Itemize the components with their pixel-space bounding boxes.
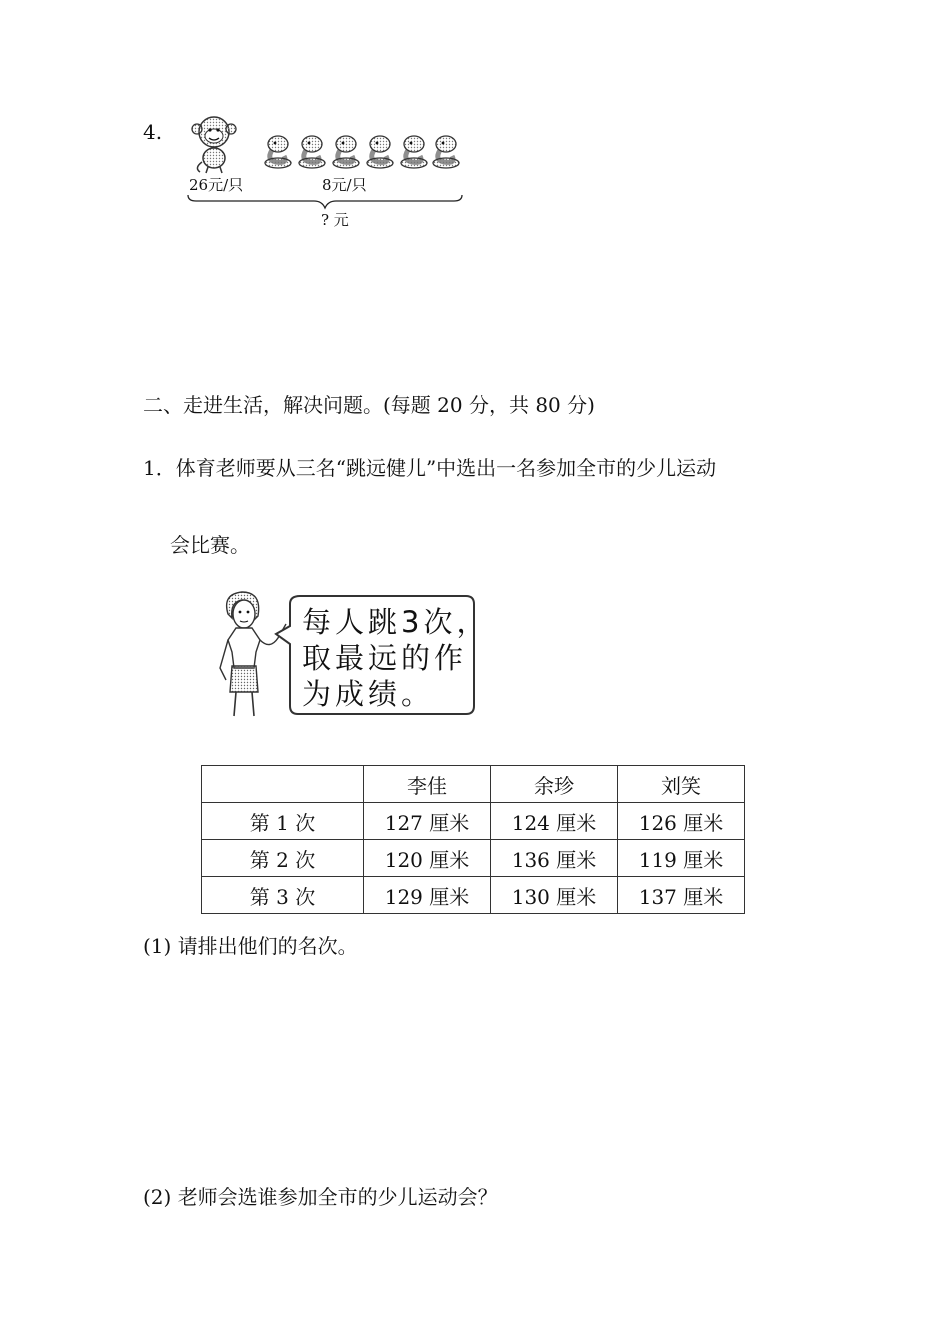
- snake-icon: [398, 134, 430, 170]
- section-heading: 二、走进生活，解决问题。(每题 20 分，共 80 分): [143, 393, 595, 417]
- table-header-cell: 李佳: [364, 766, 491, 803]
- snake-icon: [296, 134, 328, 170]
- problem-number: 4.: [143, 120, 163, 144]
- table-cell: 137 厘米: [618, 877, 745, 914]
- question1-line1: 1．体育老师要从三名“跳远健儿”中选出一名参加全市的少儿运动: [143, 456, 717, 480]
- table-row: [202, 877, 745, 914]
- snake-price-label: 8元/只: [322, 176, 367, 194]
- table-header-cell: 刘笑: [618, 766, 745, 803]
- table-header-row: [202, 766, 745, 803]
- snake-icon: [262, 134, 294, 170]
- snake-icon: [430, 134, 462, 170]
- total-label: ? 元: [321, 211, 349, 229]
- table-cell: 第 1 次: [202, 803, 364, 840]
- table-row: [202, 840, 745, 877]
- speech-line-1: 每人跳3次，: [302, 605, 490, 639]
- table-row: [202, 803, 745, 840]
- table-cell: 第 3 次: [202, 877, 364, 914]
- table-cell: 120 厘米: [364, 840, 491, 877]
- table-cell: 136 厘米: [491, 840, 618, 877]
- snake-icon: [330, 134, 362, 170]
- results-table: [201, 765, 745, 914]
- table-cell: 119 厘米: [618, 840, 745, 877]
- subquestion-2: (2) 老师会选谁参加全市的少儿运动会？: [143, 1185, 498, 1209]
- table-cell: 127 厘米: [364, 803, 491, 840]
- subquestion-1: (1) 请排出他们的名次。: [143, 934, 358, 958]
- table-header-cell: 余珍: [491, 766, 618, 803]
- question1-line2: 会比赛。: [170, 533, 250, 557]
- monkey-icon: [188, 112, 243, 174]
- total-brace: [186, 193, 464, 213]
- speech-line-3: 为成绩。: [302, 677, 435, 711]
- speech-line-2: 取最远的作: [302, 641, 468, 675]
- table-cell: 124 厘米: [491, 803, 618, 840]
- table-header-cell: [202, 766, 364, 803]
- monkey-price-label: 26元/只: [189, 176, 244, 194]
- table-cell: 129 厘米: [364, 877, 491, 914]
- table-cell: 126 厘米: [618, 803, 745, 840]
- table-cell: 第 2 次: [202, 840, 364, 877]
- snake-icon: [364, 134, 396, 170]
- table-cell: 130 厘米: [491, 877, 618, 914]
